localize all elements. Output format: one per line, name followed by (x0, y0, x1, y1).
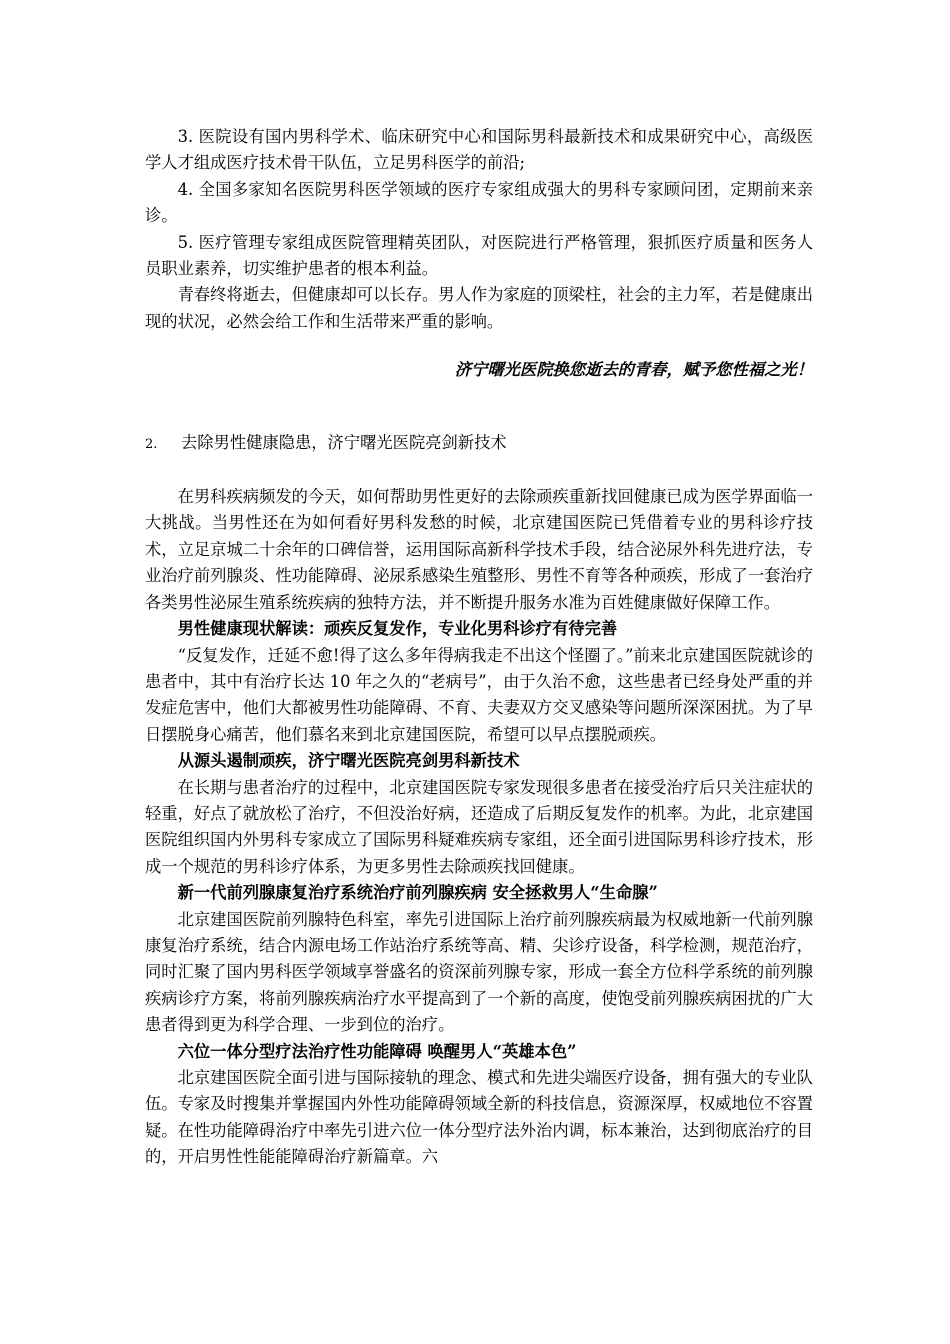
list-item-5: 5. 医疗管理专家组成医院管理精英团队，对医院进行严格管理，狠抓医疗质量和医务人员职业素养，切实维护患者的根本利益。 (145, 232, 813, 279)
list-item-4: 4. 全国多家知名医院男科医学领域的医疗专家组成强大的男科专家顾问团，定期前来亲诊。 (145, 179, 813, 226)
section-title: 去除男性健康隐患，济宁曙光医院亮剑新技术 (181, 432, 507, 452)
subsection-body-2: 在长期与患者治疗的过程中，北京建国医院专家发现很多患者在接受治疗后只关注症状的轻重，好点了就放松了治疗，不但没治好病，还造成了后期反复发作的机率。为此，北京建国医院组织国内外男科专家成立了国际男科疑难疾病专家组，还全面引进国际男科诊疗技术，形成一个规范的男科诊疗体系，为更多男性去除顽疾找回健康。 (145, 777, 813, 876)
subsection-body-3: 北京建国医院前列腺特色科室，率先引进国际上治疗前列腺疾病最为权威地新一代前列腺康复治疗系统，结合内源电场工作站治疗系统等高、精、尖诊疗设备，科学检测，规范治疗，同时汇聚了国内男科医学领域享誉盛名的资深前列腺专家，形成一套全方位科学系统的前列腺疾病诊疗方案，将前列腺疾病治疗水平提高到了一个新的高度，使饱受前列腺疾病困扰的广大患者得到更为科学合理、一步到位的治疗。 (145, 909, 813, 1035)
subsection-heading-4: 六位一体分型疗法治疗性功能障碍 唤醒男人“英雄本色” (177, 1041, 577, 1061)
subsection-heading-1: 男性健康现状解读：顽疾反复发作，专业化男科诊疗有待完善 (177, 619, 618, 639)
subsection-body-4: 北京建国医院全面引进与国际接轨的理念、模式和先进尖端医疗设备，拥有强大的专业队伍。专家及时搜集并掌握国内外性功能障碍领域全新的科技信息，资源深厚，权威地位不容置疑。在性功能障碍治疗中率先引进六位一体分型疗法外治内调，标本兼治，达到彻底治疗的目的，开启男性性能能障碍治疗新篇章。六 (145, 1068, 813, 1167)
section-number: 2. (145, 436, 158, 452)
slogan: 济宁曙光医院换您逝去的青春，赋予您性福之光！ (454, 360, 813, 380)
document-page (145, 124, 813, 1171)
subsection-heading-3: 新一代前列腺康复治疗系统治疗前列腺疾病 安全拯救男人“生命腺” (177, 883, 658, 903)
section-heading (145, 430, 813, 458)
subsection-body-1: “反复发作，迁延不愈!得了这么多年得病我走不出这个怪圈了。”前来北京建国医院就诊的患者中，其中有治疗长达 10 年之久的“老病号”，由于久治不愈，这些患者已经身处严重的并发症危害中，他们大都被男性功能障碍、不育、夫妻双方交叉感染等问题所深深困扰。为了早日摆脱身心痛苦，他们慕名来到北京建国医院，希望可以早点摆脱顽疾。 (145, 645, 813, 744)
closing-paragraph: 青春终将逝去，但健康却可以长存。男人作为家庭的顶梁柱，社会的主力军，若是健康出现的状况，必然会给工作和生活带来严重的影响。 (145, 285, 813, 331)
subsection-heading-2: 从源头遏制顽疾，济宁曙光医院亮剑男科新技术 (177, 751, 520, 771)
article-intro: 在男科疾病频发的今天，如何帮助男性更好的去除顽疾重新找回健康已成为医学界面临一大挑战。当男性还在为如何看好男科发愁的时候，北京建国医院已凭借着专业的男科诊疗技术，立足京城二十余年的口碑信誉，运用国际高新科学技术手段，结合泌尿外科先进疗法，专业治疗前列腺炎、性功能障碍、泌尿系感染生殖整形、男性不育等各种顽疾，形成了一套治疗各类男性泌尿生殖系统疾病的独特方法，并不断提升服务水准为百姓健康做好保障工作。 (145, 487, 813, 612)
list-item-3: 3. 医院设有国内男科学术、临床研究中心和国际男科最新技术和成果研究中心，高级医学人才组成医疗技术骨干队伍，立足男科医学的前沿; (145, 127, 813, 173)
